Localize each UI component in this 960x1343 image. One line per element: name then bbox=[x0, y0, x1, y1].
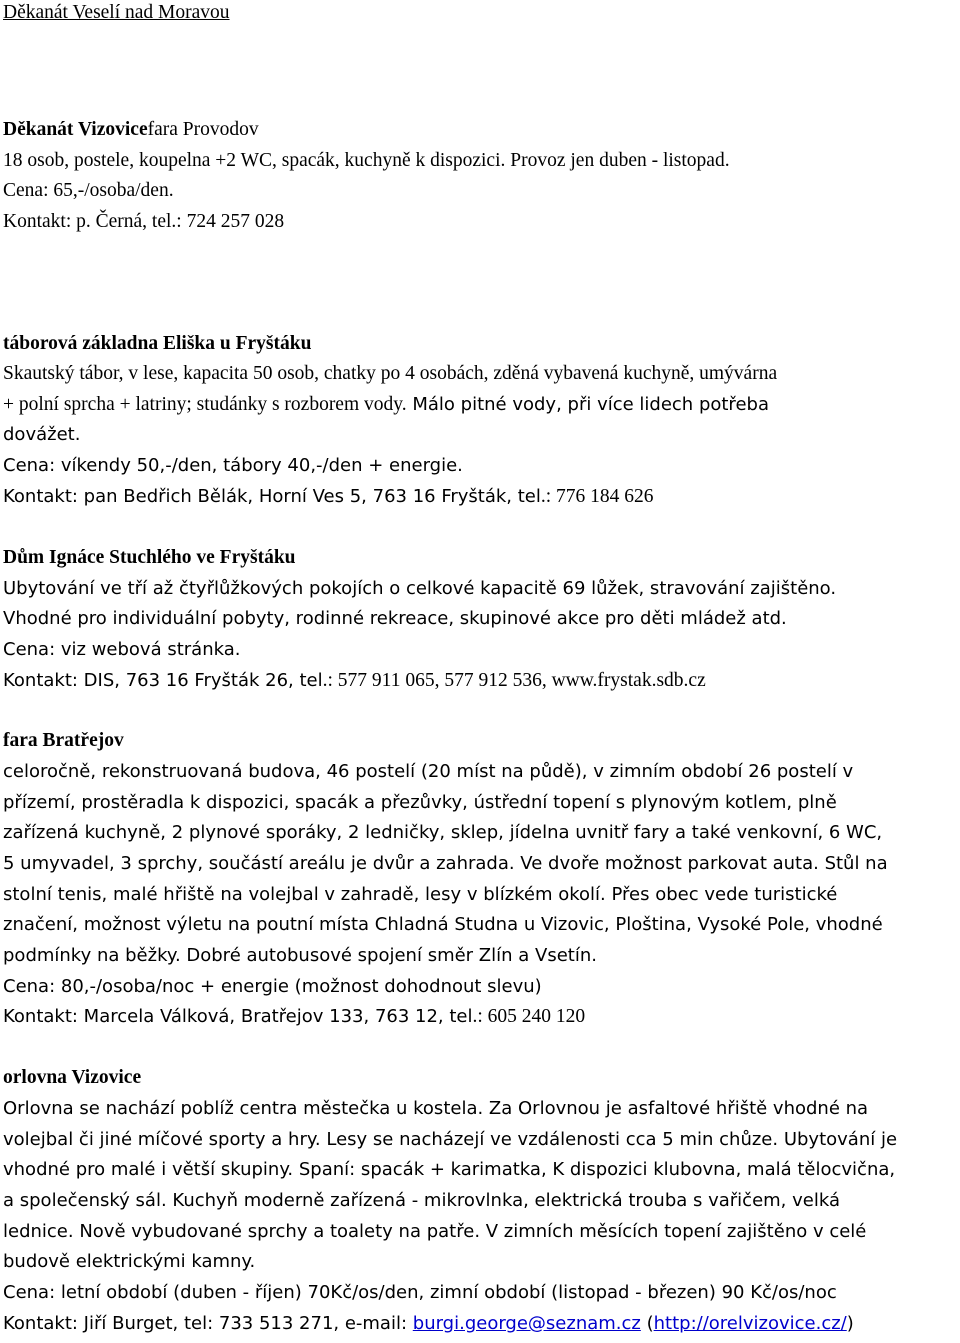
orlovna-line-4: a společenský sál. Kuchyň moderně zařízená - mikrovlnka, elektrická trouba s vařičem, velká bbox=[3, 1190, 840, 1211]
orlovna-contact-name: Kontakt: Jiří Burget, tel: 733 513 271, e-mail: bbox=[3, 1313, 413, 1334]
bratrejov-line-7: podmínky na běžky. Dobré autobusové spojení směr Zlín a Vsetín. bbox=[3, 945, 597, 966]
eliska-price: Cena: víkendy 50,-/den, tábory 40,-/den + energie. bbox=[3, 455, 463, 476]
bratrejov-line-2: přízemí, prostěradla k dispozici, spacák a přezůvky, ústřední topení s plynovým kotlem, plně bbox=[3, 792, 837, 813]
orlovna-web-link[interactable]: http://orelvizovice.cz/ bbox=[653, 1313, 847, 1334]
bratrejov-title: fara Bratřejov bbox=[3, 730, 124, 751]
eliska-line-2 bbox=[3, 392, 769, 418]
orlovna-line-1: Orlovna se nachází poblíž centra městečka u kostela. Za Orlovnou je asfaltové hřiště vhodné na bbox=[3, 1098, 869, 1119]
eliska-line-3: dovážet. bbox=[3, 424, 81, 445]
provodov-heading bbox=[3, 117, 259, 143]
eliska-line-2-serif: + polní sprcha + latriny; studánky s rozborem vody. bbox=[3, 394, 407, 415]
parish-provodov-title: fara Provodov bbox=[147, 119, 259, 140]
bratrejov-price: Cena: 80,-/osoba/noc + energie (možnost dohodnout slevu) bbox=[3, 976, 542, 997]
orlovna-price: Cena: letní období (duben - říjen) 70Kč/os/den, zimní období (listopad - březen) 90 Kč/os/noc bbox=[3, 1282, 837, 1303]
eliska-line-1: Skautský tábor, v lese, kapacita 50 osob, chatky po 4 osobách, zděná vybavená kuchyně, umývárna bbox=[3, 363, 778, 384]
orlovna-contact bbox=[3, 1311, 854, 1337]
stuchly-price: Cena: viz webová stránka. bbox=[3, 639, 241, 660]
orlovna-title: orlovna Vizovice bbox=[3, 1067, 142, 1088]
bratrejov-line-6: značení, možnost výletu na poutní místa Chladná Studna u Vizovic, Ploština, Vysoké Pole, vhodné bbox=[3, 914, 883, 935]
bratrejov-line-1: celoročně, rekonstruovaná budova, 46 postelí (20 míst na půdě), v zimním období 26 postelí v bbox=[3, 761, 854, 782]
bratrejov-line-4: 5 umyvadel, 3 sprchy, součástí areálu je dvůr a zahrada. Ve dvoře možnost parkovat auta. Stůl na bbox=[3, 853, 888, 874]
bratrejov-line-5: stolní tenis, malé hřiště na volejbal v zahradě, lesy v blízkém okolí. Přes obec vede turistické bbox=[3, 884, 838, 905]
eliska-contact-phone: .: 776 184 626 bbox=[540, 486, 654, 507]
provodov-price: Cena: 65,-/osoba/den. bbox=[3, 180, 174, 201]
bratrejov-contact-name: Kontakt: Marcela Válková, Bratřejov 133, 763 12, tel bbox=[3, 1006, 473, 1027]
stuchly-title: Dům Ignáce Stuchlého ve Fryštáku bbox=[3, 547, 296, 568]
stuchly-contact-phone: .: 577 911 065, 577 912 536, www.frystak.sdb.cz bbox=[322, 670, 706, 691]
stuchly-contact bbox=[3, 668, 706, 694]
deanery-veseli-text[interactable]: Děkanát Veselí nad Moravou bbox=[3, 2, 230, 23]
orlovna-paren-close: ) bbox=[846, 1313, 854, 1334]
stuchly-contact-address: Kontakt: DIS, 763 16 Fryšták 26, tel bbox=[3, 670, 323, 691]
stuchly-line-1: Ubytování ve tří až čtyřlůžkových pokojích o celkové kapacitě 69 lůžek, stravování zajištěno. bbox=[3, 578, 837, 599]
orlovna-line-5: lednice. Nově vybudované sprchy a toalety na patře. V zimních měsících topení zajištěno v celé bbox=[3, 1221, 867, 1242]
bratrejov-contact-phone: .: 605 240 120 bbox=[472, 1006, 586, 1027]
orlovna-email-link[interactable]: burgi.george@seznam.cz bbox=[412, 1313, 641, 1334]
orlovna-line-6: budově elektrickými kamny. bbox=[3, 1251, 256, 1272]
eliska-line-2-sans: Málo pitné vody, při více lidech potřeba bbox=[406, 394, 769, 415]
orlovna-line-3: vhodné pro malé i větší skupiny. Spaní: spacák + karimatka, K dispozici klubovna, malá tělocvična, bbox=[3, 1159, 896, 1180]
orlovna-line-2: volejbal či jiné míčové sporty a hry. Lesy se nacházejí ve vzdálenosti cca 5 min chůze. Ubytování je bbox=[3, 1129, 898, 1150]
deanery-veseli-link[interactable] bbox=[3, 0, 230, 26]
stuchly-line-2: Vhodné pro individuální pobyty, rodinné rekreace, skupinové akce pro děti mládež atd. bbox=[3, 608, 787, 629]
eliska-contact bbox=[3, 484, 654, 510]
orlovna-paren-open: ( bbox=[640, 1313, 654, 1334]
bratrejov-line-3: zařízená kuchyně, 2 plynové sporáky, 2 ledničky, sklep, jídelna uvnitř fary a také venkovní, 6 WC, bbox=[3, 822, 883, 843]
provodov-contact: Kontakt: p. Černá, tel.: 724 257 028 bbox=[3, 211, 285, 232]
eliska-contact-name: Kontakt: pan Bedřich Bělák, Horní Ves 5, 763 16 Fryšták, tel bbox=[3, 486, 541, 507]
deanery-vizovice-title: Děkanát Vizovice bbox=[3, 119, 148, 140]
bratrejov-contact bbox=[3, 1004, 585, 1030]
provodov-desc: 18 osob, postele, koupelna +2 WC, spacák, kuchyně k dispozici. Provoz jen duben - listopad. bbox=[3, 150, 730, 171]
eliska-title: táborová základna Eliška u Fryštáku bbox=[3, 333, 312, 354]
